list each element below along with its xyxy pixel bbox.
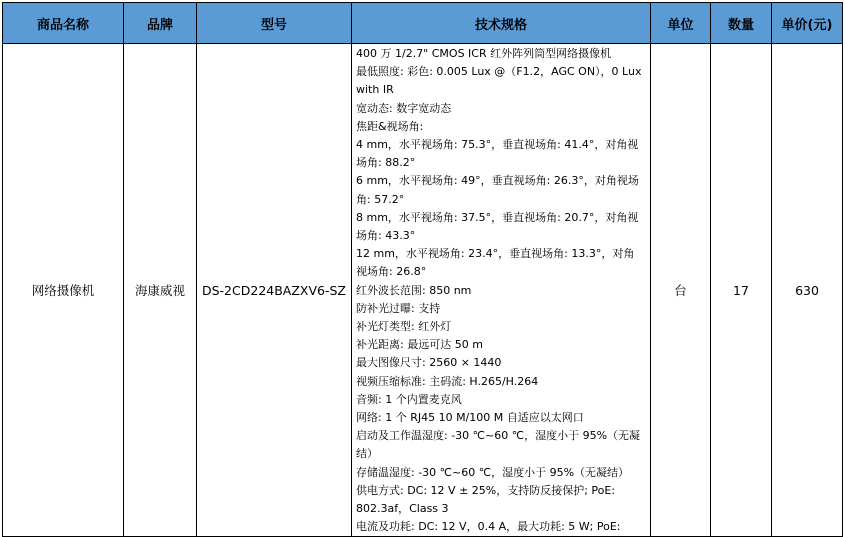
header-unit: 单位 xyxy=(651,3,711,44)
spec-line: 400 万 1/2.7" CMOS ICR 红外阵列筒型网络摄像机 xyxy=(356,47,612,60)
spec-line: 最大图像尺寸: 2560 × 1440 xyxy=(356,356,502,370)
spec-line: 启动及工作温湿度: -30 ℃~60 ℃，湿度小于 95%（无凝结） xyxy=(356,429,641,461)
spec-line: 焦距&视场角: xyxy=(356,119,424,133)
spec-cell xyxy=(352,44,651,537)
product-name-cell: 网络摄像机 xyxy=(3,44,124,537)
spec-line: 8 mm，水平视场角: 37.5°，垂直视场角: 20.7°，对角视场角: 43.3° xyxy=(356,210,639,243)
table-row xyxy=(3,44,843,537)
spec-line: 防补光过曝: 支持 xyxy=(356,301,441,315)
quantity-cell: 17 xyxy=(711,44,772,537)
unit-price-cell: 630 xyxy=(772,44,843,537)
spec-line: 网络: 1 个 RJ45 10 M/100 M 自适应以太网口 xyxy=(356,411,584,425)
spec-line: 补光距离: 最远可达 50 m xyxy=(356,338,483,352)
spec-line: 存储温湿度: -30 ℃~60 ℃，湿度小于 95%（无凝结） xyxy=(356,465,630,479)
spec-line: 供电方式: DC: 12 V ± 25%，支持防反接保护; PoE: 802.3af，Class 3 xyxy=(356,483,616,516)
spec-line: 4 mm，水平视场角: 75.3°，垂直视场角: 41.4°，对角视场角: 88.2° xyxy=(356,138,639,170)
spec-line: 电流及功耗: DC: 12 V，0.4 A，最大功耗: 5 W; PoE: xyxy=(356,520,621,534)
model-cell: DS-2CD224BAZXV6-SZ xyxy=(197,44,352,537)
spec-line: 红外波长范围: 850 nm xyxy=(356,283,472,297)
header-model: 型号 xyxy=(197,3,352,44)
spec-line: 6 mm，水平视场角: 49°，垂直视场角: 26.3°，对角视场角: 57.2° xyxy=(356,174,639,206)
brand-cell: 海康威视 xyxy=(124,44,197,537)
header-specs: 技术规格 xyxy=(352,3,651,44)
spec-line: 补光灯类型: 红外灯 xyxy=(356,320,452,334)
header-brand: 品牌 xyxy=(124,3,197,44)
header-product-name: 商品名称 xyxy=(3,3,124,44)
header-unit-price: 单价(元) xyxy=(772,3,843,44)
product-spec-table xyxy=(2,2,843,537)
spec-line: 视频压缩标准: 主码流: H.265/H.264 xyxy=(356,374,539,388)
unit-cell: 台 xyxy=(651,44,711,537)
spec-line: 12 mm，水平视场角: 23.4°，垂直视场角: 13.3°，对角视场角: 26.8° xyxy=(356,247,635,279)
spec-line: 音频: 1 个内置麦克风 xyxy=(356,392,462,406)
header-row xyxy=(3,3,843,44)
spec-line: 最低照度: 彩色: 0.005 Lux @（F1.2，AGC ON），0 Lux with IR xyxy=(356,65,642,97)
header-quantity: 数量 xyxy=(711,3,772,44)
spec-line: 宽动态: 数字宽动态 xyxy=(356,101,452,115)
